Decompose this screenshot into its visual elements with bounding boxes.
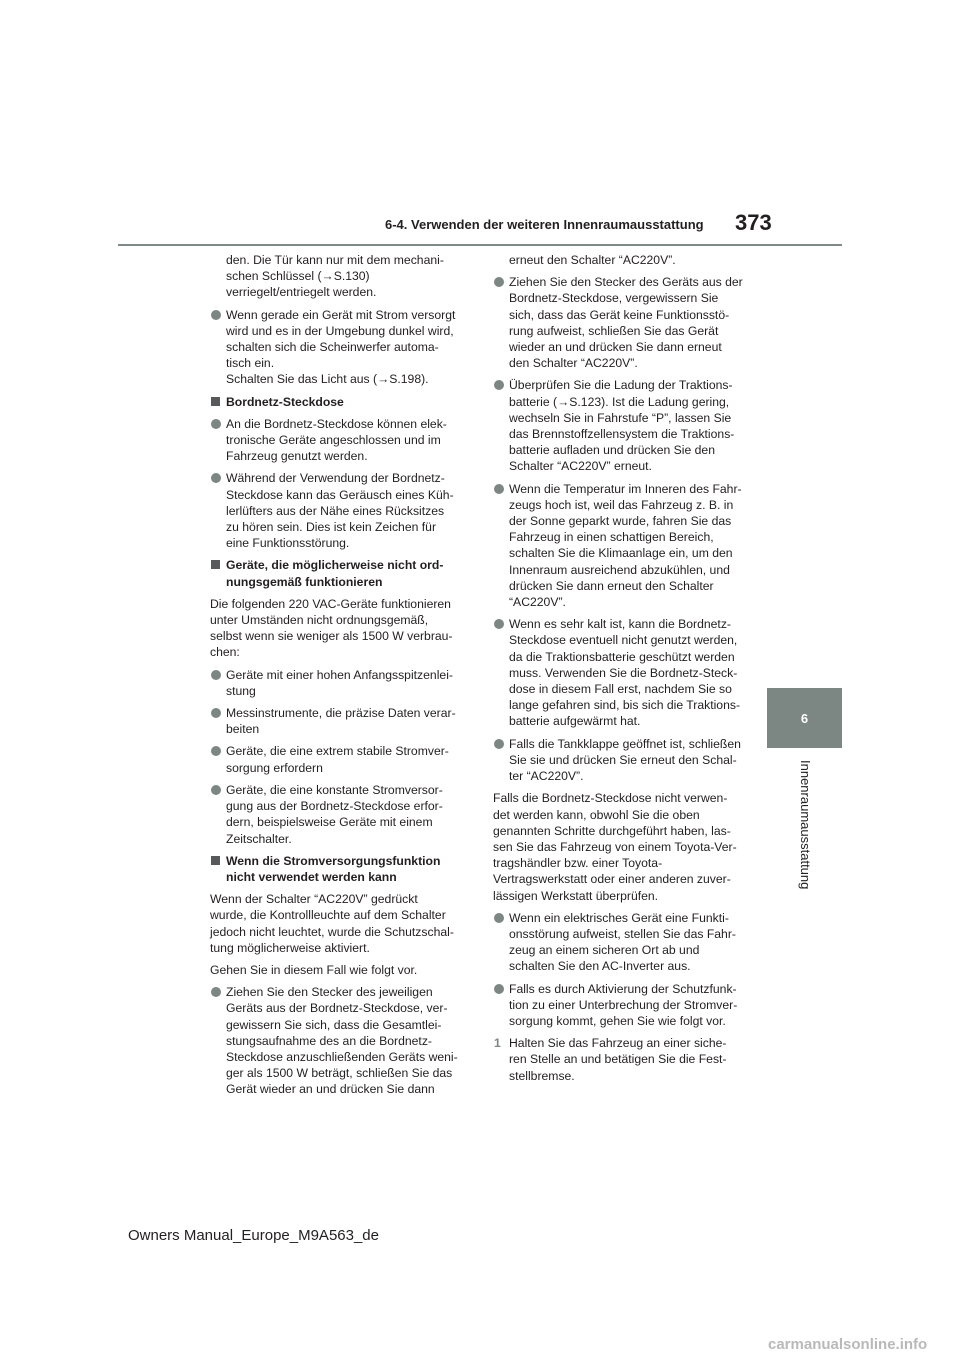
chapter-number: 6 (800, 710, 809, 726)
step-number: 1 (494, 1036, 501, 1051)
section-title: 6-4. Verwenden der weiteren Innenraumausstattung (385, 217, 704, 232)
paragraph: Die folgenden 220 VAC-Geräte funktionieren unter Umständen nicht ordnungsgemäß, selbst wenn sie weniger als 1500 W verbrau- chen: (210, 596, 453, 660)
bullet-item: Wenn gerade ein Gerät mit Strom versorgt wird und es in der Umgebung dunkel wird, schalten sich die Scheinwerfer automa- tisch ein. Schalten Sie das Licht aus (→S.198). (210, 307, 466, 388)
paragraph: Falls die Bordnetz-Steckdose nicht verwen- det werden kann, obwohl Sie die oben genannten Schritte durchgeführt haben, las- sen Sie das Fahrzeug von einem Toyota-Ver- tragshändler bzw. einer Toyota- Vertragswerkstatt oder einer anderen zuver- lässigen Werkstatt überprüfen. (493, 791, 737, 903)
bullet-item: Geräte, die eine konstante Stromversor- gung aus der Bordnetz-Steckdose erfor- dern, beispielsweise Geräte mit einem Zeitschalter. (210, 782, 466, 847)
bullet-item: Falls die Tankklappe geöffnet ist, schließen Sie sie und drücken Sie erneut den Schal- ter “AC220V”. (493, 736, 749, 785)
header-divider (118, 244, 842, 246)
bullet-item: Wenn es sehr kalt ist, kann die Bordnetz- Steckdose eventuell nicht genutzt werden, da die Traktionsbatterie geschützt werden muss. Verwenden Sie die Bordnetz-Steck- dose in diesem Fall erst, nachdem Sie so lange gefahren sind, bis sich die Traktions- batterie aufgewärmt hat. (493, 616, 749, 729)
paragraph: Gehen Sie in diesem Fall wie folgt vor. (210, 962, 418, 977)
bullet-item: Wenn ein elektrisches Gerät eine Funkti- onsstörung aufweist, stellen Sie das Fahr- zeug an einem sicheren Ort ab und schalten Sie den AC-Inverter aus. (493, 910, 749, 975)
bullet-item: An die Bordnetz-Steckdose können elek- tronische Geräte angeschlossen und im Fahrzeug genutzt werden. (210, 416, 466, 465)
bullet-item: Ziehen Sie den Stecker des jeweiligen Geräts aus der Bordnetz-Steckdose, ver- gewissern Sie sich, dass die Gesamtlei- stungsaufnahme des an die Bordnetz- Steckdose anzuschließenden Geräts weni- ger als 1500 W beträgt, schließen Sie das Gerät wieder an und drücken Sie dann (210, 984, 466, 1097)
right-column (493, 252, 749, 1090)
step-item: 1 Halten Sie das Fahrzeug an einer siche- ren Stelle an und betätigen Sie die Fest- stellbremse. (494, 1036, 727, 1083)
bullet-item: Messinstrumente, die präzise Daten verar- beiten (210, 705, 466, 737)
bullet-item: Überprüfen Sie die Ladung der Traktions- batterie (→S.123). Ist die Ladung gering, wechseln Sie in Fahrstufe “P”, lassen Sie das Brennstoffzellensystem die Traktions- batterie aufladen und drücken Sie den Schalter “AC220V” erneut. (493, 377, 749, 474)
paragraph: den. Die Tür kann nur mit dem mechani- schen Schlüssel (→S.130) verriegelt/entriegelt werden. (226, 253, 444, 300)
paragraph: erneut den Schalter “AC220V”. (509, 253, 676, 267)
paragraph: Wenn der Schalter “AC220V” gedrückt wurde, die Kontrollleuchte auf dem Schalter jedoch nicht leuchtet, wurde die Schutzschal- tung möglicherweise aktiviert. (210, 892, 454, 955)
section-heading: Bordnetz-Steckdose (210, 394, 466, 410)
watermark[interactable]: carmanualsonline.info (768, 1336, 928, 1353)
chapter-tab[interactable] (767, 688, 842, 748)
page-number: 373 (735, 210, 772, 235)
bullet-item: Geräte mit einer hohen Anfangsspitzenlei- stung (210, 667, 466, 699)
section-heading: Wenn die Stromversorgungsfunktion nicht verwendet werden kann (210, 853, 466, 885)
bullet-item: Ziehen Sie den Stecker des Geräts aus der Bordnetz-Steckdose, vergewissern Sie sich, dass das Gerät keine Funktionsstö- rung aufweist, schließen Sie das Gerät wieder an und drücken Sie dann erneut den Schalter “AC220V”. (493, 274, 749, 371)
left-column (210, 252, 466, 1104)
bullet-item: Falls es durch Aktivierung der Schutzfunk- tion zu einer Unterbrechung der Stromver- sorgung kommt, gehen Sie wie folgt vor. (493, 981, 749, 1030)
bullet-item: Geräte, die eine extrem stabile Stromver- sorgung erfordern (210, 743, 466, 775)
section-heading: Geräte, die möglicherweise nicht ord- nungsgemäß funktionieren (210, 557, 466, 589)
chapter-label: Innenraumausstattung (798, 760, 813, 890)
bullet-item: Wenn die Temperatur im Inneren des Fahr- zeugs hoch ist, weil das Fahrzeug z. B. in der Sonne geparkt wurde, fahren Sie das Fahrzeug in einen schattigen Bereich, schalten Sie die Klimaanlage ein, um den Innenraum ausreichend abzukühlen, und drücken Sie dann erneut den Schalter “AC220V”. (493, 481, 749, 611)
bullet-item: Während der Verwendung der Bordnetz- Steckdose kann das Geräusch eines Küh- lerlüfters aus der Nähe eines Rücksitzes zu hören sein. Dies ist kein Zeichen für eine Funktionsstörung. (210, 470, 466, 551)
document-footer: Owners Manual_Europe_M9A563_de (128, 1227, 379, 1244)
